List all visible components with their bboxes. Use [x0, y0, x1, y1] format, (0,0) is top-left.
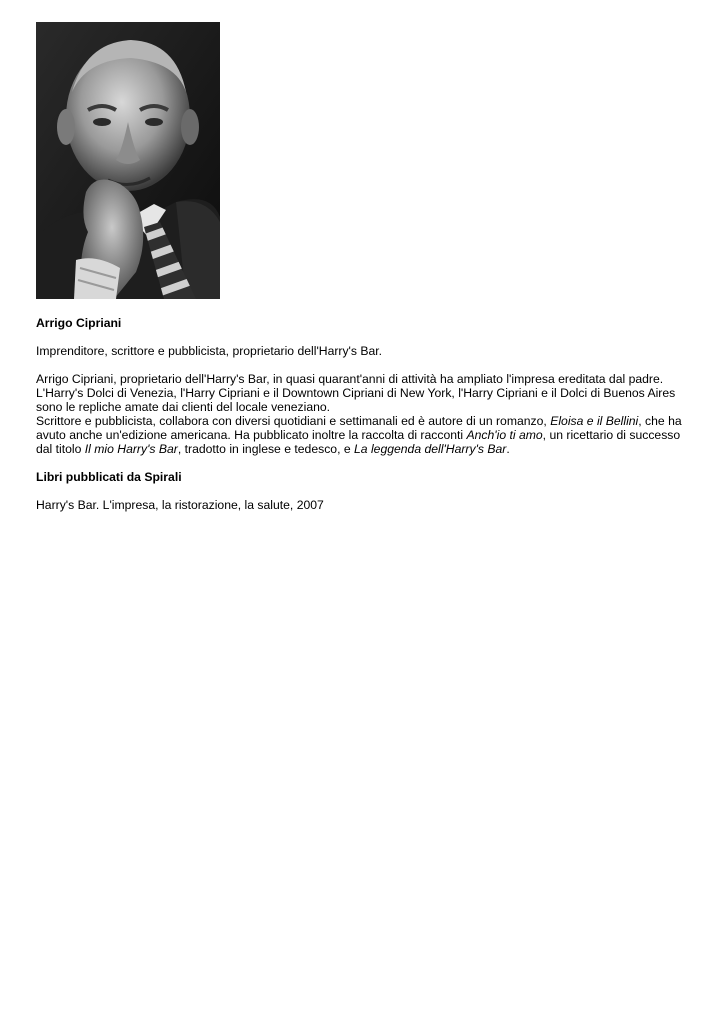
book-title: Eloisa e il Bellini: [550, 414, 639, 428]
book-title: La leggenda dell'Harry's Bar: [354, 442, 507, 456]
author-subtitle: Imprenditore, scrittore e pubblicista, proprietario dell'Harry's Bar.: [36, 344, 383, 358]
books-heading: Libri pubblicati da Spirali: [36, 470, 182, 484]
book-title: Il mio Harry's Bar: [84, 442, 178, 456]
portrait-illustration: [36, 22, 220, 299]
bio-text: .: [506, 442, 510, 456]
bio-text: , che ha avuto anche un'edizione americana. Ha pubblicato inoltre la raccolta di racconti: [36, 414, 682, 442]
author-name: Arrigo Cipriani: [36, 316, 122, 330]
bio-paragraph-2: L'Harry's Dolci di Venezia, l'Harry Cipriani e il Downtown Cipriani di New York, l'Harry Cipriani e il Dolci di Buenos Aires sono le repliche amate dai clienti del locale veneziano.: [36, 386, 676, 414]
bio-text: , tradotto in inglese e tedesco, e: [177, 442, 355, 456]
author-photo: [36, 22, 220, 299]
bio-paragraph-1: Arrigo Cipriani, proprietario dell'Harry's Bar, in quasi quarant'anni di attività ha ampliato l'impresa ereditata dal padre.: [36, 372, 664, 386]
bio-text: , un ricettario di successo dal titolo: [36, 428, 681, 456]
bio-paragraph-3: [36, 414, 686, 456]
book-list-item: Harry's Bar. L'impresa, la ristorazione, la salute, 2007: [36, 498, 324, 512]
bio-text: Scrittore e pubblicista, collabora con diversi quotidiani e settimanali ed è autore di un romanzo,: [36, 414, 551, 428]
bio-content: [36, 316, 686, 512]
book-title: Anch'io ti amo: [466, 428, 543, 442]
